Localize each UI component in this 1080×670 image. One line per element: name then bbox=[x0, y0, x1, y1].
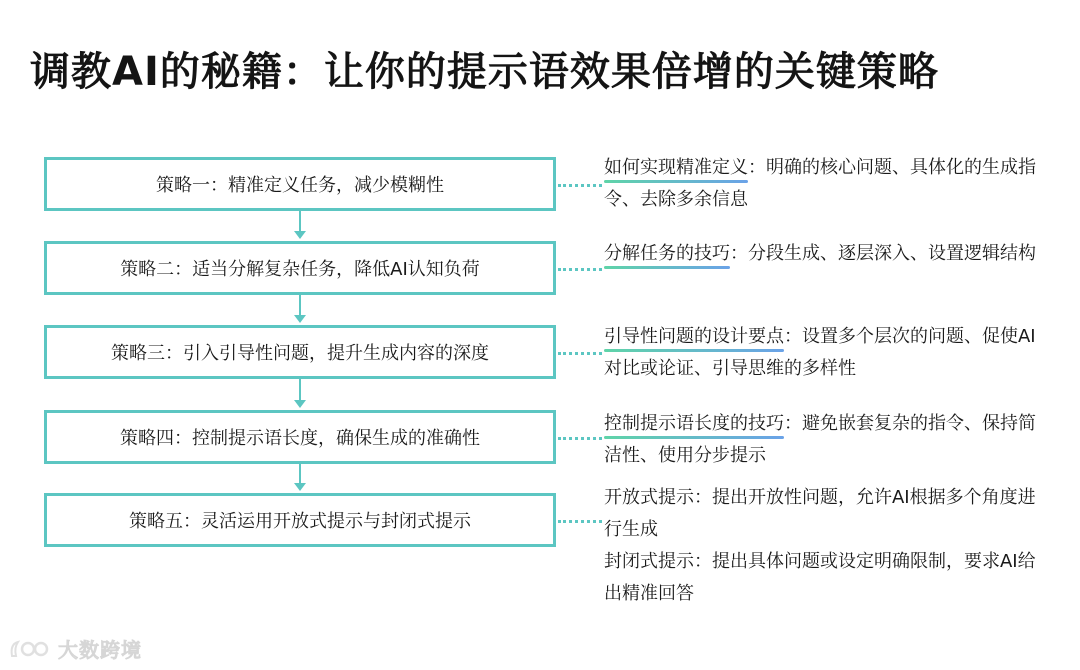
note-3-body: ：设置多个层次的问题、促使AI对比或论证、引导思维的多样性 bbox=[604, 326, 1036, 379]
flow-arrow-3-head bbox=[294, 400, 306, 408]
note-2-heading: 分解任务的技巧 bbox=[604, 238, 730, 270]
flow-arrow-2-head bbox=[294, 315, 306, 323]
connector-3 bbox=[558, 352, 602, 355]
note-4-body: ：避免嵌套复杂的指令、保持简洁性、使用分步提示 bbox=[604, 413, 1036, 466]
flow-arrow-2-line bbox=[299, 295, 301, 315]
connector-2 bbox=[558, 268, 602, 271]
note-2-body: ：分段生成、逐层深入、设置逻辑结构 bbox=[730, 243, 1036, 264]
connector-5 bbox=[558, 520, 602, 523]
flow-arrow-1-line bbox=[299, 211, 301, 231]
note-4 bbox=[604, 408, 1044, 472]
note-5-closed: 封闭式提示：提出具体问题或设定明确限制，要求AI给出精准回答 bbox=[604, 551, 1036, 604]
strategy-box-5: 策略五：灵活运用开放式提示与封闭式提示 bbox=[44, 493, 556, 547]
flow-arrow-1-head bbox=[294, 231, 306, 239]
note-4-heading: 控制提示语长度的技巧 bbox=[604, 408, 784, 440]
watermark-text: 大数跨境 bbox=[58, 638, 142, 662]
strategy-box-3: 策略三：引入引导性问题，提升生成内容的深度 bbox=[44, 325, 556, 379]
watermark-logo-icon bbox=[8, 636, 52, 662]
connector-1 bbox=[558, 184, 602, 187]
note-1 bbox=[604, 152, 1044, 216]
note-3 bbox=[604, 321, 1044, 385]
strategy-box-2: 策略二：适当分解复杂任务，降低AI认知负荷 bbox=[44, 241, 556, 295]
page-title: 调教AI的秘籍：让你的提示语效果倍增的关键策略 bbox=[30, 49, 939, 95]
strategy-box-1: 策略一：精准定义任务，减少模糊性 bbox=[44, 157, 556, 211]
flow-arrow-4-head bbox=[294, 483, 306, 491]
flow-arrow-3-line bbox=[299, 379, 301, 400]
strategy-box-4: 策略四：控制提示语长度，确保生成的准确性 bbox=[44, 410, 556, 464]
flow-arrow-4-line bbox=[299, 464, 301, 483]
note-2 bbox=[604, 238, 1044, 270]
note-1-body: ：明确的核心问题、具体化的生成指令、去除多余信息 bbox=[604, 157, 1036, 210]
note-3-heading: 引导性问题的设计要点 bbox=[604, 321, 784, 353]
connector-4 bbox=[558, 437, 602, 440]
note-1-heading: 如何实现精准定义 bbox=[604, 152, 748, 184]
note-5-open: 开放式提示：提出开放性问题，允许AI根据多个角度进行生成 bbox=[604, 487, 1036, 540]
watermark bbox=[8, 634, 142, 663]
